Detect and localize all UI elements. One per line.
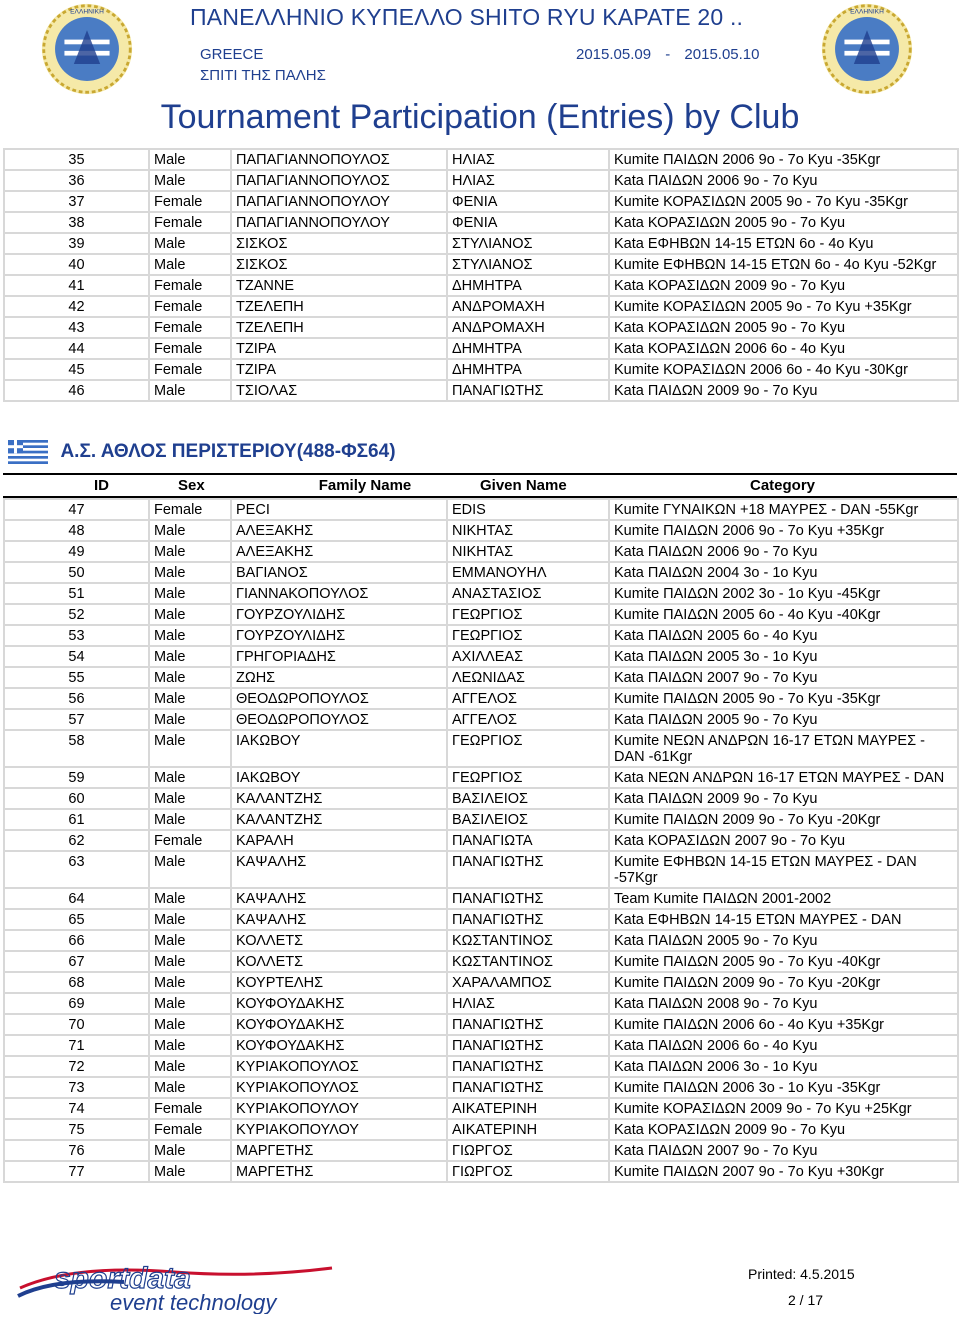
entry-id: 76 (4, 1140, 149, 1161)
table-row (4, 646, 958, 667)
entry-sex: Male (149, 972, 231, 993)
entry-family-name: ΑΛΕΞΑΚΗΣ (231, 541, 447, 562)
sportdata-logo-icon (14, 1258, 344, 1314)
entry-category: Kumite ΠΑΙΔΩΝ 2002 3ο - 1ο Kyu -45Kgr (609, 583, 958, 604)
entry-family-name: ΚΑΛΑΝΤΖΗΣ (231, 809, 447, 830)
entry-given-name: ΕΜΜΑΝΟΥΗΛ (447, 562, 609, 583)
entry-given-name: ΠΑΝΑΓΙΩΤΗΣ (447, 851, 609, 888)
federation-logo-left (40, 2, 134, 101)
column-headers (3, 473, 957, 498)
entry-given-name: ΚΩΣΤΑΝΤΙΝΟΣ (447, 930, 609, 951)
table-row (4, 1140, 958, 1161)
entry-given-name: ΧΑΡΑΛΑΜΠΟΣ (447, 972, 609, 993)
entry-sex: Female (149, 830, 231, 851)
entry-id: 77 (4, 1161, 149, 1182)
entry-id: 65 (4, 909, 149, 930)
entry-category: Kumite ΕΦΗΒΩΝ 14-15 ΕΤΩΝ 6ο - 4ο Kyu -52Kgr (609, 254, 958, 275)
entry-id: 37 (4, 191, 149, 212)
table-row (4, 499, 958, 520)
entry-given-name: ΓΕΩΡΓΙΟΣ (447, 604, 609, 625)
entry-given-name: ΗΛΙΑΣ (447, 149, 609, 170)
entry-sex: Male (149, 767, 231, 788)
entry-id: 39 (4, 233, 149, 254)
table-row (4, 830, 958, 851)
entry-sex: Female (149, 296, 231, 317)
table-row (4, 688, 958, 709)
entry-family-name: ΠΑΠΑΓΙΑΝΝΟΠΟΥΛΟΣ (231, 170, 447, 191)
entry-family-name: ΒΑΓΙΑΝΟΣ (231, 562, 447, 583)
entry-id: 41 (4, 275, 149, 296)
entry-id: 51 (4, 583, 149, 604)
table-row (4, 888, 958, 909)
table-row (4, 191, 958, 212)
entry-category: Kata ΠΑΙΔΩΝ 2006 3ο - 1ο Kyu (609, 1056, 958, 1077)
entry-family-name: ΚΑΛΑΝΤΖΗΣ (231, 788, 447, 809)
entry-category: Kumite ΚΟΡΑΣΙΔΩΝ 2005 9ο - 7ο Kyu +35Kgr (609, 296, 958, 317)
federation-emblem-icon (820, 2, 914, 96)
entry-category: Kata ΠΑΙΔΩΝ 2004 3ο - 1ο Kyu (609, 562, 958, 583)
entry-given-name: ΣΤΥΛΙΑΝΟΣ (447, 254, 609, 275)
entry-sex: Male (149, 625, 231, 646)
svg-text:ΕΛΛΗΝΙΚΗ: ΕΛΛΗΝΙΚΗ (70, 8, 104, 16)
entry-given-name: ΠΑΝΑΓΙΩΤΗΣ (447, 909, 609, 930)
entry-given-name: ΓΙΩΡΓΟΣ (447, 1140, 609, 1161)
entry-sex: Male (149, 1077, 231, 1098)
entry-family-name: ΚΟΛΛΕΤΣ (231, 930, 447, 951)
entry-family-name: ΓΟΥΡΖΟΥΛΙΔΗΣ (231, 625, 447, 646)
entry-sex: Male (149, 170, 231, 191)
table-row (4, 930, 958, 951)
entry-id: 54 (4, 646, 149, 667)
entry-family-name: ΚΑΡΑΛΗ (231, 830, 447, 851)
entry-category: Kumite ΠΑΙΔΩΝ 2006 9ο - 7ο Kyu -35Kgr (609, 149, 958, 170)
entry-category: Kumite ΠΑΙΔΩΝ 2005 9ο - 7ο Kyu -40Kgr (609, 951, 958, 972)
table-row (4, 520, 958, 541)
entry-category: Kumite ΝΕΩΝ ΑΝΔΡΩΝ 16-17 ΕΤΩΝ ΜΑΥΡΕΣ - DAN -61Kgr (609, 730, 958, 767)
brand-text: sportdata (54, 1262, 191, 1295)
table-row (4, 359, 958, 380)
table-row (4, 170, 958, 191)
entry-id: 42 (4, 296, 149, 317)
entry-sex: Male (149, 688, 231, 709)
entry-category: Kumite ΚΟΡΑΣΙΔΩΝ 2009 9ο - 7ο Kyu +25Kgr (609, 1098, 958, 1119)
entry-id: 71 (4, 1035, 149, 1056)
entry-given-name: ΓΕΩΡΓΙΟΣ (447, 730, 609, 767)
entry-id: 75 (4, 1119, 149, 1140)
entry-category: Kata ΠΑΙΔΩΝ 2009 9ο - 7ο Kyu (609, 380, 958, 401)
entry-category: Kumite ΕΦΗΒΩΝ 14-15 ΕΤΩΝ ΜΑΥΡΕΣ - DAN -57Kgr (609, 851, 958, 888)
entry-category: Kata ΠΑΙΔΩΝ 2006 9ο - 7ο Kyu (609, 541, 958, 562)
entry-id: 44 (4, 338, 149, 359)
entry-category: Kumite ΠΑΙΔΩΝ 2006 6ο - 4ο Kyu +35Kgr (609, 1014, 958, 1035)
entry-sex: Male (149, 851, 231, 888)
entry-id: 38 (4, 212, 149, 233)
entry-given-name: ΠΑΝΑΓΙΩΤΗΣ (447, 1014, 609, 1035)
entry-id: 35 (4, 149, 149, 170)
entry-family-name: ΠΑΠΑΓΙΑΝΝΟΠΟΥΛΟΥ (231, 191, 447, 212)
entry-sex: Female (149, 317, 231, 338)
page-number: 2 / 17 (788, 1292, 824, 1308)
table-row (4, 317, 958, 338)
entry-id: 45 (4, 359, 149, 380)
entry-category: Kata ΠΑΙΔΩΝ 2007 9ο - 7ο Kyu (609, 1140, 958, 1161)
col-category: Category (608, 474, 957, 497)
date-to: 2015.05.10 (684, 46, 760, 63)
col-id: ID (3, 474, 200, 497)
entry-category: Kata ΚΟΡΑΣΙΔΩΝ 2007 9ο - 7ο Kyu (609, 830, 958, 851)
entry-family-name: ΤΖΕΛΕΠΗ (231, 317, 447, 338)
entry-family-name: ΚΑΨΑΛΗΣ (231, 909, 447, 930)
entry-given-name: ΔΗΜΗΤΡΑ (447, 275, 609, 296)
entry-category: Kata ΚΟΡΑΣΙΔΩΝ 2005 9ο - 7ο Kyu (609, 212, 958, 233)
entry-sex: Female (149, 499, 231, 520)
entry-sex: Female (149, 338, 231, 359)
entry-category: Kata ΠΑΙΔΩΝ 2005 6ο - 4ο Kyu (609, 625, 958, 646)
table-row (4, 233, 958, 254)
entry-given-name: ΑΓΓΕΛΟΣ (447, 688, 609, 709)
entry-sex: Male (149, 520, 231, 541)
entry-sex: Male (149, 1014, 231, 1035)
entry-sex: Male (149, 909, 231, 930)
entry-family-name: ΓΟΥΡΖΟΥΛΙΔΗΣ (231, 604, 447, 625)
entry-sex: Male (149, 730, 231, 767)
entry-sex: Male (149, 709, 231, 730)
entry-category: Kumite ΚΟΡΑΣΙΔΩΝ 2005 9ο - 7ο Kyu -35Kgr (609, 191, 958, 212)
entry-family-name: ΜΑΡΓΕΤΗΣ (231, 1161, 447, 1182)
entry-given-name: ΑΝΔΡΟΜΑΧΗ (447, 296, 609, 317)
entry-category: Kumite ΠΑΙΔΩΝ 2005 9ο - 7ο Kyu -35Kgr (609, 688, 958, 709)
entry-given-name: ΠΑΝΑΓΙΩΤΑ (447, 830, 609, 851)
entry-family-name: ΣΙΣΚΟΣ (231, 233, 447, 254)
entry-given-name: ΑΙΚΑΤΕΡΙΝΗ (447, 1098, 609, 1119)
table-row (4, 149, 958, 170)
entry-category: Kumite ΠΑΙΔΩΝ 2005 6ο - 4ο Kyu -40Kgr (609, 604, 958, 625)
entry-given-name: ΓΙΩΡΓΟΣ (447, 1161, 609, 1182)
entry-family-name: ΙΑΚΩΒΟΥ (231, 730, 447, 767)
entry-sex: Male (149, 646, 231, 667)
table-row (4, 809, 958, 830)
col-sex-label: Sex (178, 477, 205, 494)
entry-sex: Male (149, 993, 231, 1014)
entry-given-name: ΓΕΩΡΓΙΟΣ (447, 767, 609, 788)
entry-given-name: ΦΕΝΙΑ (447, 191, 609, 212)
entry-sex: Male (149, 667, 231, 688)
entry-family-name: ΚΟΥΡΤΕΛΗΣ (231, 972, 447, 993)
entry-id: 64 (4, 888, 149, 909)
entry-category: Kata ΚΟΡΑΣΙΔΩΝ 2009 9ο - 7ο Kyu (609, 275, 958, 296)
entry-given-name: ΠΑΝΑΓΙΩΤΗΣ (447, 1035, 609, 1056)
entry-given-name: ΠΑΝΑΓΙΩΤΗΣ (447, 380, 609, 401)
table-row (4, 1119, 958, 1140)
table-row (4, 788, 958, 809)
table-row (4, 1098, 958, 1119)
entry-category: Kata ΠΑΙΔΩΝ 2005 9ο - 7ο Kyu (609, 709, 958, 730)
table-row (4, 851, 958, 888)
greek-flag-icon (8, 440, 48, 464)
table-row (4, 380, 958, 401)
table-row (4, 562, 958, 583)
entry-given-name: ΑΙΚΑΤΕΡΙΝΗ (447, 1119, 609, 1140)
entry-category: Kata ΚΟΡΑΣΙΔΩΝ 2005 9ο - 7ο Kyu (609, 317, 958, 338)
entry-category: Kumite ΓΥΝΑΙΚΩΝ +18 ΜΑΥΡΕΣ - DAN -55Kgr (609, 499, 958, 520)
table-row (4, 1056, 958, 1077)
entry-id: 61 (4, 809, 149, 830)
entry-id: 55 (4, 667, 149, 688)
entry-id: 57 (4, 709, 149, 730)
entry-family-name: ΘΕΟΔΩΡΟΠΟΥΛΟΣ (231, 688, 447, 709)
entry-family-name: ΤΣΙΟΛΑΣ (231, 380, 447, 401)
table-row (4, 951, 958, 972)
entry-sex: Male (149, 788, 231, 809)
entry-id: 58 (4, 730, 149, 767)
entry-category: Kumite ΠΑΙΔΩΝ 2009 9ο - 7ο Kyu -20Kgr (609, 809, 958, 830)
entry-given-name: ΑΝΑΣΤΑΣΙΟΣ (447, 583, 609, 604)
entry-family-name: ΚΑΨΑΛΗΣ (231, 888, 447, 909)
entry-given-name: ΛΕΩΝΙΔΑΣ (447, 667, 609, 688)
sportdata-logo (14, 1258, 344, 1319)
entry-family-name: ΤΖΕΛΕΠΗ (231, 296, 447, 317)
entry-family-name: ΚΟΛΛΕΤΣ (231, 951, 447, 972)
table-row (4, 338, 958, 359)
entry-category: Kata ΕΦΗΒΩΝ 14-15 ΕΤΩΝ ΜΑΥΡΕΣ - DAN (609, 909, 958, 930)
report-title: Tournament Participation (Entries) by Club (160, 98, 800, 136)
federation-logo-right (820, 2, 914, 101)
entry-given-name: ΑΧΙΛΛΕΑΣ (447, 646, 609, 667)
entry-id: 60 (4, 788, 149, 809)
entry-sex: Female (149, 1119, 231, 1140)
entry-id: 63 (4, 851, 149, 888)
date-from: 2015.05.09 (576, 46, 652, 63)
entry-id: 43 (4, 317, 149, 338)
entry-sex: Male (149, 1140, 231, 1161)
entry-sex: Male (149, 888, 231, 909)
entries-table-bottom (3, 498, 959, 1183)
table-row (4, 296, 958, 317)
entry-given-name: EDIS (447, 499, 609, 520)
entry-id: 68 (4, 972, 149, 993)
entry-family-name: ΘΕΟΔΩΡΟΠΟΥΛΟΣ (231, 709, 447, 730)
club-name: Α.Σ. ΑΘΛΟΣ ΠΕΡΙΣΤΕΡΙΟΥ(488-ΦΣ64) (60, 441, 396, 462)
table-row (4, 667, 958, 688)
table-row (4, 1035, 958, 1056)
entry-family-name: ΠΑΠΑΓΙΑΝΝΟΠΟΥΛΟΥ (231, 212, 447, 233)
entry-category: Kata ΝΕΩΝ ΑΝΔΡΩΝ 16-17 ΕΤΩΝ ΜΑΥΡΕΣ - DAN (609, 767, 958, 788)
entry-given-name: ΑΓΓΕΛΟΣ (447, 709, 609, 730)
entry-id: 40 (4, 254, 149, 275)
entry-given-name: ΠΑΝΑΓΙΩΤΗΣ (447, 1056, 609, 1077)
entry-family-name: ΤΖΙΡΑ (231, 338, 447, 359)
entry-id: 72 (4, 1056, 149, 1077)
entry-given-name: ΠΑΝΑΓΙΩΤΗΣ (447, 888, 609, 909)
svg-text:ΕΛΛΗΝΙΚΗ: ΕΛΛΗΝΙΚΗ (850, 8, 884, 16)
table-row (4, 1077, 958, 1098)
entry-family-name: ΚΥΡΙΑΚΟΠΟΥΛΟΣ (231, 1056, 447, 1077)
table-row (4, 993, 958, 1014)
entry-category: Kata ΚΟΡΑΣΙΔΩΝ 2006 6ο - 4ο Kyu (609, 338, 958, 359)
table-row (4, 909, 958, 930)
entry-sex: Male (149, 562, 231, 583)
entry-id: 49 (4, 541, 149, 562)
country-label: GREECE (200, 46, 264, 63)
entry-id: 50 (4, 562, 149, 583)
entry-given-name: ΑΝΔΡΟΜΑΧΗ (447, 317, 609, 338)
club-heading (8, 440, 396, 468)
entry-sex: Male (149, 380, 231, 401)
table-row (4, 709, 958, 730)
entry-sex: Male (149, 541, 231, 562)
entry-sex: Female (149, 1098, 231, 1119)
table-row (4, 730, 958, 767)
entry-category: Kata ΕΦΗΒΩΝ 14-15 ΕΤΩΝ 6ο - 4ο Kyu (609, 233, 958, 254)
entry-given-name: ΔΗΜΗΤΡΑ (447, 338, 609, 359)
entry-given-name: ΓΕΩΡΓΙΟΣ (447, 625, 609, 646)
entry-id: 69 (4, 993, 149, 1014)
entry-id: 67 (4, 951, 149, 972)
table-row (4, 212, 958, 233)
entry-given-name: ΗΛΙΑΣ (447, 993, 609, 1014)
table-row (4, 1161, 958, 1182)
entry-id: 47 (4, 499, 149, 520)
entry-family-name: ΜΑΡΓΕΤΗΣ (231, 1140, 447, 1161)
entry-family-name: ΖΩΗΣ (231, 667, 447, 688)
entry-sex: Male (149, 1035, 231, 1056)
entry-family-name: ΤΖΙΡΑ (231, 359, 447, 380)
entry-category: Kata ΠΑΙΔΩΝ 2005 3ο - 1ο Kyu (609, 646, 958, 667)
entry-sex: Male (149, 1056, 231, 1077)
entry-category: Team Kumite ΠΑΙΔΩΝ 2001-2002 (609, 888, 958, 909)
entry-sex: Male (149, 254, 231, 275)
table-row (4, 254, 958, 275)
col-given: Given Name (470, 474, 608, 497)
entry-sex: Female (149, 191, 231, 212)
col-sex (178, 474, 230, 497)
entry-id: 36 (4, 170, 149, 191)
entry-given-name: ΦΕΝΙΑ (447, 212, 609, 233)
entry-family-name: ΚΥΡΙΑΚΟΠΟΥΛΟΥ (231, 1098, 447, 1119)
entry-sex: Male (149, 604, 231, 625)
entry-id: 52 (4, 604, 149, 625)
entry-sex: Male (149, 951, 231, 972)
entry-family-name: ΓΡΗΓΟΡΙΑΔΗΣ (231, 646, 447, 667)
entry-sex: Male (149, 583, 231, 604)
table-row (4, 604, 958, 625)
entry-category: Kata ΠΑΙΔΩΝ 2005 9ο - 7ο Kyu (609, 930, 958, 951)
entry-family-name: ΓΙΑΝΝΑΚΟΠΟΥΛΟΣ (231, 583, 447, 604)
federation-emblem-icon (40, 2, 134, 96)
entry-category: Kumite ΠΑΙΔΩΝ 2006 3ο - 1ο Kyu -35Kgr (609, 1077, 958, 1098)
entry-family-name: ΙΑΚΩΒΟΥ (231, 767, 447, 788)
venue-label: ΣΠΙΤΙ ΤΗΣ ΠΑΛΗΣ (200, 67, 326, 84)
entry-id: 59 (4, 767, 149, 788)
table-row (4, 625, 958, 646)
date-separator: - (665, 46, 671, 63)
entry-family-name: PECI (231, 499, 447, 520)
entry-sex: Male (149, 233, 231, 254)
entry-family-name: ΚΟΥΦΟΥΔΑΚΗΣ (231, 1035, 447, 1056)
entry-id: 48 (4, 520, 149, 541)
table-row (4, 972, 958, 993)
event-title: ΠΑΝΕΛΛΗΝΙΟ ΚΥΠΕΛΛΟ SHITO RYU ΚΑΡΑΤΕ 20 .. (190, 4, 744, 30)
entry-category: Kumite ΚΟΡΑΣΙΔΩΝ 2006 6ο - 4ο Kyu -30Kgr (609, 359, 958, 380)
entry-category: Kata ΠΑΙΔΩΝ 2006 6ο - 4ο Kyu (609, 1035, 958, 1056)
col-family: Family Name (230, 474, 470, 497)
entry-category: Kata ΠΑΙΔΩΝ 2006 9ο - 7ο Kyu (609, 170, 958, 191)
table-row (4, 1014, 958, 1035)
entry-category: Kumite ΠΑΙΔΩΝ 2006 9ο - 7ο Kyu +35Kgr (609, 520, 958, 541)
entry-family-name: ΚΥΡΙΑΚΟΠΟΥΛΟΣ (231, 1077, 447, 1098)
entries-table-top (3, 148, 959, 402)
entry-id: 74 (4, 1098, 149, 1119)
entry-category: Kumite ΠΑΙΔΩΝ 2009 9ο - 7ο Kyu -20Kgr (609, 972, 958, 993)
brand-sub-text: event technology (110, 1290, 277, 1314)
entry-given-name: ΗΛΙΑΣ (447, 170, 609, 191)
entry-sex: Male (149, 930, 231, 951)
entry-category: Kumite ΠΑΙΔΩΝ 2007 9ο - 7ο Kyu +30Kgr (609, 1161, 958, 1182)
entry-sex: Male (149, 809, 231, 830)
entry-given-name: ΒΑΣΙΛΕΙΟΣ (447, 788, 609, 809)
date-range (576, 46, 760, 63)
entry-family-name: ΑΛΕΞΑΚΗΣ (231, 520, 447, 541)
entry-given-name: ΒΑΣΙΛΕΙΟΣ (447, 809, 609, 830)
entry-sex: Male (149, 1161, 231, 1182)
entry-sex: Male (149, 149, 231, 170)
table-row (4, 275, 958, 296)
entry-family-name: ΠΑΠΑΓΙΑΝΝΟΠΟΥΛΟΣ (231, 149, 447, 170)
entry-family-name: ΚΑΨΑΛΗΣ (231, 851, 447, 888)
entry-sex: Female (149, 212, 231, 233)
entry-category: Kata ΠΑΙΔΩΝ 2007 9ο - 7ο Kyu (609, 667, 958, 688)
entry-family-name: ΚΟΥΦΟΥΔΑΚΗΣ (231, 993, 447, 1014)
entry-given-name: ΠΑΝΑΓΙΩΤΗΣ (447, 1077, 609, 1098)
printed-date: Printed: 4.5.2015 (748, 1266, 855, 1282)
table-row (4, 541, 958, 562)
entry-id: 53 (4, 625, 149, 646)
entry-given-name: ΣΤΥΛΙΑΝΟΣ (447, 233, 609, 254)
entry-sex: Female (149, 275, 231, 296)
entry-id: 46 (4, 380, 149, 401)
entry-category: Kata ΚΟΡΑΣΙΔΩΝ 2009 9ο - 7ο Kyu (609, 1119, 958, 1140)
entry-id: 73 (4, 1077, 149, 1098)
entry-given-name: ΝΙΚΗΤΑΣ (447, 520, 609, 541)
entry-category: Kata ΠΑΙΔΩΝ 2008 9ο - 7ο Kyu (609, 993, 958, 1014)
entry-family-name: ΚΥΡΙΑΚΟΠΟΥΛΟΥ (231, 1119, 447, 1140)
entry-id: 62 (4, 830, 149, 851)
table-row (4, 583, 958, 604)
entry-id: 56 (4, 688, 149, 709)
entry-given-name: ΔΗΜΗΤΡΑ (447, 359, 609, 380)
entry-id: 70 (4, 1014, 149, 1035)
table-row (4, 767, 958, 788)
entry-category: Kata ΠΑΙΔΩΝ 2009 9ο - 7ο Kyu (609, 788, 958, 809)
entry-given-name: ΚΩΣΤΑΝΤΙΝΟΣ (447, 951, 609, 972)
entry-family-name: ΣΙΣΚΟΣ (231, 254, 447, 275)
entry-family-name: ΚΟΥΦΟΥΔΑΚΗΣ (231, 1014, 447, 1035)
entry-given-name: ΝΙΚΗΤΑΣ (447, 541, 609, 562)
entry-id: 66 (4, 930, 149, 951)
entry-family-name: ΤΖΑΝΝΕ (231, 275, 447, 296)
entry-sex: Female (149, 359, 231, 380)
